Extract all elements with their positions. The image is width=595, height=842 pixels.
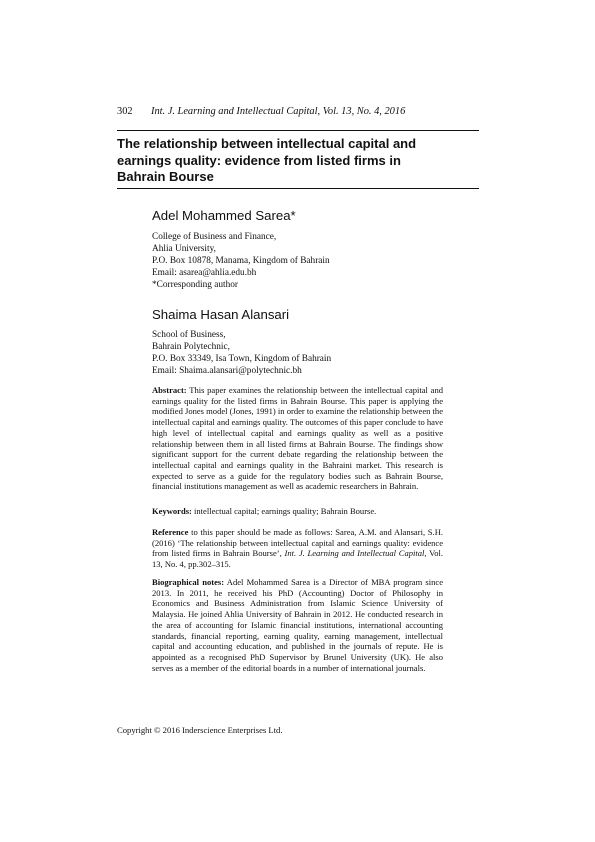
affiliation-line: Bahrain Polytechnic, (152, 342, 230, 353)
affiliation-line: Ahlia University, (152, 244, 216, 255)
title-rule-bottom (117, 188, 479, 189)
article-title (117, 136, 479, 186)
affiliation-line: School of Business, (152, 330, 226, 340)
author-affiliation (152, 231, 330, 291)
reference-text: to this paper should be made as follows: Sarea, A.M. and Alansari, S.H. (2016) ‘The relationship between intellectual capital and earnings quality: evidence from listed firms in Bahrain Bourse’, (152, 527, 443, 559)
biographical-notes (152, 577, 443, 673)
author-affiliation (152, 329, 331, 377)
running-header (117, 106, 405, 117)
email-line: Email: Shaima.alansari@polytechnic.bh (152, 366, 302, 377)
reference-journal: Int. J. Learning and Intellectual Capital (284, 548, 425, 559)
affiliation-line: P.O. Box 10878, Manama, Kingdom of Bahrain (152, 256, 330, 267)
title-rule-top (117, 130, 479, 131)
title-line: Bahrain Bourse (117, 169, 214, 184)
affiliation-line: P.O. Box 33349, Isa Town, Kingdom of Bahrain (152, 354, 332, 365)
bio-label: Biographical notes: (152, 577, 225, 587)
title-line: earnings quality: evidence from listed firms in (117, 152, 401, 168)
abstract-text: This paper examines the relationship between the intellectual capital and earnings quality for the listed firms in Bahrain Bourse. This paper is applying the modified Jones model (Jones, 1991) in order to examine the relationship between the intellectual capital and earnings quality. The outcomes of this paper conclude to have high level of intellectual capital and earnings quality as well as a positive relationship between them in all listed firms at Bahrain Bourse. The findings show significant support for the current debate regarding the relationship between the intellectual capital and earnings quality in the Bahraini market. This research is expected to serve as a guide for the regulatory bodies such as Bahrain Bourse, financial institutions management as well as academic researchers in Bahrain. (152, 385, 443, 492)
keywords-text: intellectual capital; earnings quality; Bahrain Bourse. (191, 506, 377, 516)
abstract-label: Abstract: (152, 385, 187, 395)
copyright-notice: Copyright © 2016 Inderscience Enterprises Ltd. (117, 725, 283, 735)
journal-citation: Int. J. Learning and Intellectual Capital, Vol. 13, No. 4, 2016 (151, 106, 406, 117)
email-line: Email: asarea@ahlia.edu.bh (152, 268, 257, 279)
keywords (152, 506, 443, 517)
page-number: 302 (117, 106, 133, 117)
reference-volume: , Vol. 13, No. 4, pp.302–315. (152, 548, 443, 570)
reference-label: Reference (152, 527, 189, 537)
affiliation-line: College of Business and Finance, (152, 232, 277, 242)
reference-note (152, 527, 443, 570)
author-name: Adel Mohammed Sarea* (152, 208, 296, 223)
bio-text: Adel Mohammed Sarea is a Director of MBA program since 2013. In 2011, he received his PhD (Accounting) Doctor of Philosophy in Economics and Business Administration from Islamic Science University of Malaysia. He joined Ahlia University of Bahrain in 2012. He conducted research in the area of accounting for Islamic financial institutions, international accounting standards, financial reporting, earning quality, earning management, intellectual capital and accounting education, and published in the journals of repute. He is appointed as a recognised PhD Supervisor by Brunel University (UK). He also serves as a member of the editorial boards in a number of international journals. (152, 577, 443, 673)
title-line: The relationship between intellectual capital and (117, 136, 417, 151)
abstract (152, 385, 443, 492)
author-name: Shaima Hasan Alansari (152, 307, 290, 322)
keywords-label: Keywords: (152, 506, 192, 516)
corresponding-note: *Corresponding author (152, 280, 238, 291)
